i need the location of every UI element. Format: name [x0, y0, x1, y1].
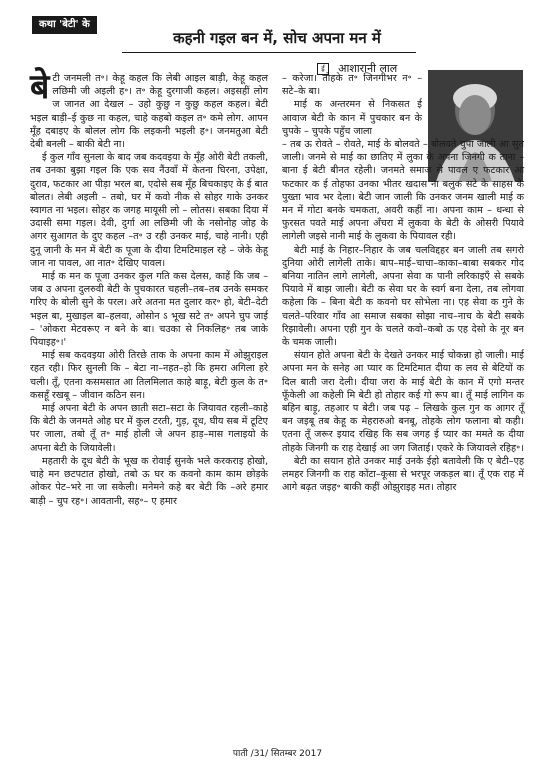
paragraph: ई कुल गाँव सुनला के बाद जब कदवइया के मूँह ओरी बेटी तकली, तब उनका बुझा गइल कि एक सव नैंउवाँ में केतना घिरना, उपेक्षा, दुराव, फटकार आ पीड़ा भरल बा, एदोसे सब मूँह बिचकाइए के ई बात बोलत। लेबी अइली – तबो, घर में कवो नीक से सोहर गाके उनकर स्वागत ना भइल। सोहर क जगह मायूसी लो – लोतस। सबका दिया में उदासी समा गइल। देवी, दुर्गा आ लछिमी जी के नसोनोह जोह के अगर सुआगत के दुए कहल –त॰ उ रही उनकर माई, चाहे नानी। एही दुनू जानी के मन में बेटी क पूजा के दीया टिमटिमाइल रहे – जेके केहू जान ना पावल, आ नात॰ देखिए पावल। — [30, 152, 268, 269]
page-footer: पाती /31/ सितम्बर 2017 — [232, 749, 323, 759]
left-column — [30, 67, 268, 508]
paragraph: बेटी जनमली त॰। केहू कहल कि लेबी आइल बाड़ी, केहू कहल लछिमी जी अइली ह॰। त॰ केहू दुरगाजी कहल। अइसहीं लोग ज जानत आ देखल – उहो कुछु न कुछु कहल कहल। बेटी भइल बाड़ी–ई कुछ ना कहल, चाहे कहबो कइल त॰ कमे लोग. आपन मूँह दबाइए के बोलल लोग कि लइकनी भइली ह॰। जनमतुआ बेटी देबी बनली – बाकी बेटी ना। — [30, 67, 268, 151]
paragraph: महतारी के दूध बेटी के भूख क रोवाई सुनके भले करकराइ होखो, चाहे मन छटपटात होखो, तबो ऊ घर क कवनो काम काम छोड़के ओकर पेट–भरे ना जा सकेली। मनेमने कहे बर बेटी कि –अरे हमार बाड़ी – चुप रह॰। आवतानी, सह॰– ए हमार — [30, 455, 268, 507]
narrow-block — [282, 72, 422, 138]
paragraph: माई सब कदवइया ओरी तिरछे ताक के अपना काम में ओझुराइल रहत रही। फिर सुनली कि – बेटा ना–नहत–हो कि हमरा अगिला हरे चली। तूँ, एतना कसमसात आ तिलमिलात काहे बाड़ू, बेटी कुल के त॰ कसहूँ रखबू – जीवान कठिन सन। — [30, 350, 268, 401]
article-title: कहनी गइल बन में, सोच अपना मन में — [173, 29, 381, 47]
paragraph: माई अपना बेटी के अपन छाती सटा–सटा के जियावत रहली–काहे कि बेटी के जनमते ओह घर में कुल टरती, गुड़, दूध, घीय सब में टूटिए पर जाला, तबो तूँ त॰ माई होली जे अपन हाड़–मास गलाइयो के अपना बेटी के जियावेली। — [30, 403, 268, 454]
paragraph: बेटी माई के निहार–निहार के जब चलविद्दहर बन जाली तब सगरो दुनिया ओरी लागेली ताके। बाप–माई–चाचा–काका–बाबा सबकर गोद बनिया नातिन लागे लागेली, अपना सेवा क पानी लरिकाइएँ से सबके पियावे में बाझ जाली। बेटी क सेवा घर के स्वर्ग बना देला, तब लोगवा कहेला कि – बिना बेटी क कवनो घर सोभेला ना। एह सेवा क गुने के चलते–परिवार गाँव आ समाज सबका सोझा नाच–नाच के बेटी सबके रिझावेली। अपना एही गुन के चलते कवो–कबो ऊ एह देसो के नूर बन के चमक जाली। — [282, 244, 524, 349]
author-icon: ई — [317, 63, 329, 75]
title-divider — [122, 52, 416, 53]
paragraph: संयान होते अपना बेटी के देखते उनकर माई चोकन्ना हो जाली। माई अपना मन के सनेह आ प्यार क टिमटिमात दीया क लव से बेटियों क दिल बाती जरा देली। दीया जरा के माई बेटी के कान में एगो मन्तर फूँकेली आ कहेली मि बेटी हो तोहार कई गो रूप बा। तूँ माई लागिन क बहिन बाड़ू, तहआर प बेटी। जब पढ़ – लिखके कुल गुन क आगर तूँ बन जइबू तब केहू क मेहरारुओ बनबू, तोहके लोग फलाना बो कही। एतना तूँ जरूर इयाद रखिह कि सब जगह ई प्यार का ममते क दीया तोहके जिनगी क राह देखाई आ जग जिताई। एकरे के जियावले रहिह॰। — [282, 350, 524, 454]
paragraph: माई क मन क पूजा उनकर कुल गति कस देलस, काहें कि जब –जब उ अपना दुलरुवी बेटी के पुचकारत चहली–तब–तब उनके समकर गरिए के बोली सुने के परल। अरे अतना मत दुलार कर॰ हो, बेटी–देटी भइल बा, मुखाइल बा–हलवा, ओसोन ऽ भूख सटे त॰ अपने चुप जाई – 'ओकरा मेटवरूए न बने के बा। चउका से निकलिह॰ तब जाके पियाइह॰।' — [30, 271, 268, 349]
author-name: आशारानी लाल — [338, 62, 398, 75]
section-tag: कथा 'बेटी' के — [32, 16, 97, 34]
paragraph: बेटी का सयान होते उनकर माई उनके ईहो बतावेली कि ए बेटी–एह लमहर जिनगी क राह कोंटा–कूसा से भरपूर जकड़ल बा। तूँ एक राह में आगे बढ़त जइह॰ बाकी कहीं ओझुराइह मत। तोहार — [282, 455, 524, 494]
paragraph: – तब ऊ रोवते – रोवते, माई के बोलवते – बोलवते चुपा जाली आ सुत जाली। जनमे से माई का छातिए में लुका के अपना जिनगी क ताना – बाना ई बेटी बीनत रहेली। जनमते समाज से पावल ए फटकार आ फटकार क ई तोहफा उनका भीतर खदास ना बलुक सटे के साहस के पुख्ता भाव भर देला। बेटी जान जाली कि उनकर जनम खाली माई क मन में गोटा बनके चमकता, अवरी कहीं ना। अपना काम – धन्धा से फुरसत पवते माई अपना अँचरा में लुकवा के बेटी के ओसरी पियावे लागेली जइसे नानी माई के लुकवा के पियावल रही। — [282, 139, 524, 243]
article-header — [32, 14, 527, 74]
paragraph: – करेजा। तोहके त॰ जिनगीभर न॰ – सटे–के बा। — [282, 73, 422, 98]
right-column — [282, 72, 524, 495]
drop-cap: बे — [30, 67, 50, 107]
paragraph: माई क अन्तरमन से निकसत ई आवाज बेटी के कान में पुचकार बन के चुपके – चुपके पहुँच जाला — [282, 99, 422, 137]
